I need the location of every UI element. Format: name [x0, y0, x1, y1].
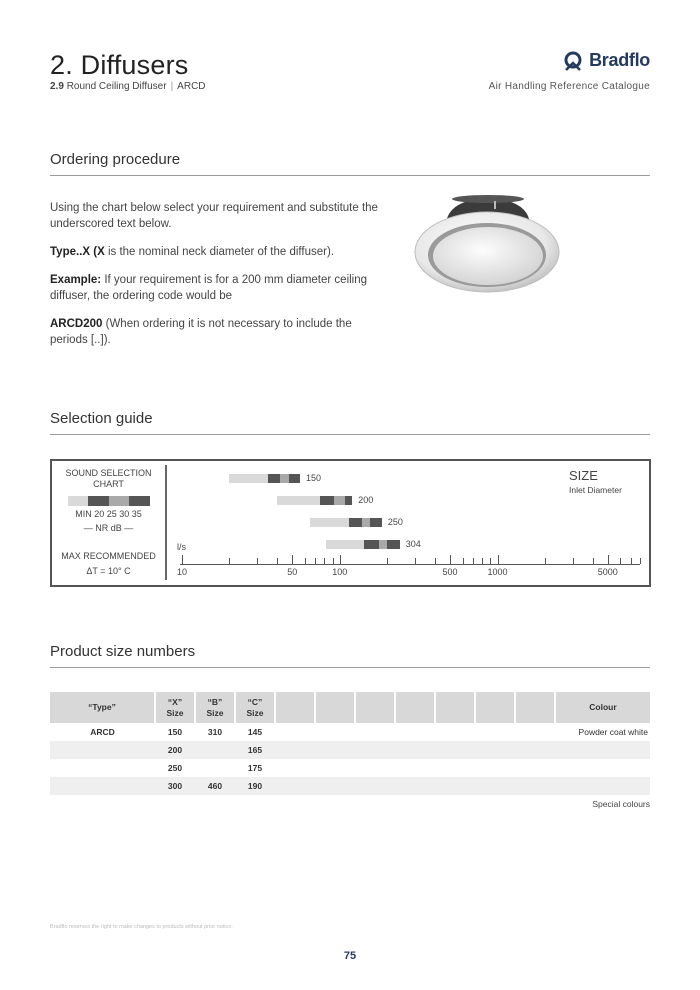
legend-min-swatch [68, 496, 88, 506]
header-empty [515, 692, 555, 723]
x-axis-tick [450, 555, 451, 564]
cell-b: 460 [195, 777, 235, 795]
size-title: SIZE [569, 468, 598, 483]
bar-segment-250-min [310, 518, 349, 527]
type-paragraph: Type..X (X is the nominal neck diameter of the diffuser). [50, 246, 335, 258]
size-subtitle: Inlet Diameter [569, 485, 622, 495]
special-colours-note: Special colours [592, 799, 650, 809]
cell-colour: Powder coat white [578, 727, 648, 737]
x-tick-label: 100 [332, 567, 348, 577]
x-axis-tick [182, 555, 183, 564]
legend-nr30-swatch [129, 496, 150, 506]
header-empty [395, 692, 435, 723]
cell-x: 250 [167, 763, 183, 773]
x-axis-tick [229, 558, 230, 564]
header-colour: Colour [555, 692, 650, 723]
x-axis-tick [593, 558, 594, 564]
x-axis-tick [292, 555, 293, 564]
legend-nr20-swatch [88, 496, 109, 506]
x-axis-tick [573, 558, 574, 564]
axis-units: l/s [177, 542, 186, 552]
bar-segment-250-nr25 [362, 518, 370, 527]
x-axis-tick [387, 558, 388, 564]
cell-type [50, 777, 155, 795]
breadcrumb: 2.9 Round Ceiling Diffuser | ARCD [50, 81, 206, 92]
x-axis-tick [608, 555, 609, 564]
brand-name: Bradflo [589, 50, 650, 70]
cell-c: 165 [235, 741, 275, 759]
x-axis-tick [257, 558, 258, 564]
x-axis-tick [473, 558, 474, 564]
header-c: “C” Size [235, 692, 275, 723]
section-number: 2.9 [50, 81, 64, 92]
header-x: “X” Size [155, 692, 195, 723]
table-row [50, 741, 650, 759]
table-row [50, 759, 650, 777]
x-axis-tick [498, 555, 499, 564]
footer-disclaimer: Bradflo reserves the right to make changes to products without prior notice. [50, 924, 233, 930]
bradflo-logo-icon [563, 51, 583, 71]
cell-colour [555, 741, 650, 759]
bar-segment-304-nr30 [387, 540, 400, 549]
cell-c: 175 [247, 763, 263, 773]
x-axis-tick [620, 558, 621, 564]
header-empty [475, 692, 515, 723]
legend-values: MIN 20 25 30 35 [75, 509, 142, 519]
header-empty [435, 692, 475, 723]
x-axis-tick [631, 558, 632, 564]
size-label-200: 200 [358, 495, 374, 505]
x-tick-label: 10 [176, 567, 188, 577]
divider [50, 667, 650, 668]
legend-nr25-swatch [109, 496, 129, 506]
bar-segment-150-nr25 [280, 474, 289, 483]
size-label-150: 150 [306, 473, 322, 483]
cell-b: 310 [207, 727, 223, 737]
x-axis-tick [324, 558, 325, 564]
section-name: Round Ceiling Diffuser [66, 81, 167, 92]
bar-segment-150-nr20 [268, 474, 280, 483]
x-axis-tick [435, 558, 436, 564]
x-tick-label: 500 [442, 567, 458, 577]
bar-segment-304-min [326, 540, 364, 549]
size-label-304: 304 [405, 539, 421, 549]
legend-caption: — NR dB — [83, 523, 134, 533]
header-empty [275, 692, 315, 723]
header-b: “B” Size [195, 692, 235, 723]
cell-colour [555, 777, 650, 795]
product-code: ARCD [177, 81, 206, 92]
page-number: 75 [343, 950, 357, 962]
bar-segment-150-nr30 [289, 474, 300, 483]
chart-legend-panel [52, 461, 165, 585]
cell-c: 145 [247, 727, 263, 737]
cell-type: ARCD [90, 727, 115, 737]
header-empty [355, 692, 395, 723]
chart-title-line-2: CHART [93, 479, 124, 489]
table-row [50, 723, 650, 741]
bar-segment-250-nr30 [370, 518, 382, 527]
table-row [50, 777, 650, 795]
ordering-paragraph: Using the chart below select your requirement and substitute the underscored text below. [50, 202, 378, 230]
bar-segment-250-nr20 [349, 518, 361, 527]
x-axis [180, 564, 640, 565]
delta-t-label: ΔT = 10° C [86, 566, 131, 576]
cell-type [50, 741, 155, 759]
table-header-row [50, 692, 650, 723]
cell-type [50, 759, 155, 777]
x-tick-label: 1000 [487, 567, 508, 577]
x-axis-tick [340, 555, 341, 564]
x-axis-tick [482, 558, 483, 564]
bar-segment-304-nr20 [364, 540, 379, 549]
selection-title: Selection guide [50, 410, 153, 427]
cell-x: 150 [167, 727, 183, 737]
cell-colour [555, 759, 650, 777]
ordering-title: Ordering procedure [50, 151, 181, 168]
x-axis-tick [545, 558, 546, 564]
divider [50, 175, 650, 176]
diffuser-product-image [410, 190, 565, 305]
cell-b [195, 759, 235, 777]
cell-b [195, 741, 235, 759]
bar-segment-304-nr25 [379, 540, 386, 549]
x-axis-tick [490, 558, 491, 564]
x-axis-tick [415, 558, 416, 564]
cell-c: 190 [235, 777, 275, 795]
header-type: “Type” [50, 692, 155, 723]
size-label-250: 250 [387, 517, 403, 527]
cell-x: 300 [155, 777, 195, 795]
product-title: Product size numbers [50, 643, 196, 660]
code-paragraph: ARCD200 (When ordering it is not necessary to include the periods [..]). [50, 318, 352, 346]
x-axis-tick [640, 558, 641, 564]
chart-divider [165, 465, 167, 580]
bar-segment-200-nr20 [320, 496, 334, 505]
x-axis-tick [277, 558, 278, 564]
x-axis-tick [463, 558, 464, 564]
x-tick-label: 5000 [597, 567, 618, 577]
product-size-table [50, 692, 650, 795]
ordering-text [50, 200, 380, 360]
bar-segment-200-nr30 [345, 496, 352, 505]
cell-x: 200 [155, 741, 195, 759]
x-axis-tick [315, 558, 316, 564]
x-axis-tick [333, 558, 334, 564]
chart-title-line-1: SOUND SELECTION [65, 468, 152, 478]
divider [50, 434, 650, 435]
bar-segment-200-nr25 [334, 496, 345, 505]
example-paragraph: Example: If your requirement is for a 200 mm diameter ceiling diffuser, the ordering code would be [50, 274, 368, 302]
header-empty [315, 692, 355, 723]
catalogue-title: Air Handling Reference Catalogue [488, 81, 650, 92]
bar-segment-200-min [277, 496, 320, 505]
page-title: 2. Diffusers [50, 50, 189, 80]
x-tick-label: 50 [287, 567, 298, 577]
brand-logo [563, 50, 650, 71]
bar-segment-150-min [229, 474, 267, 483]
max-recommended-label: MAX RECOMMENDED [61, 551, 156, 561]
x-axis-tick [305, 558, 306, 564]
